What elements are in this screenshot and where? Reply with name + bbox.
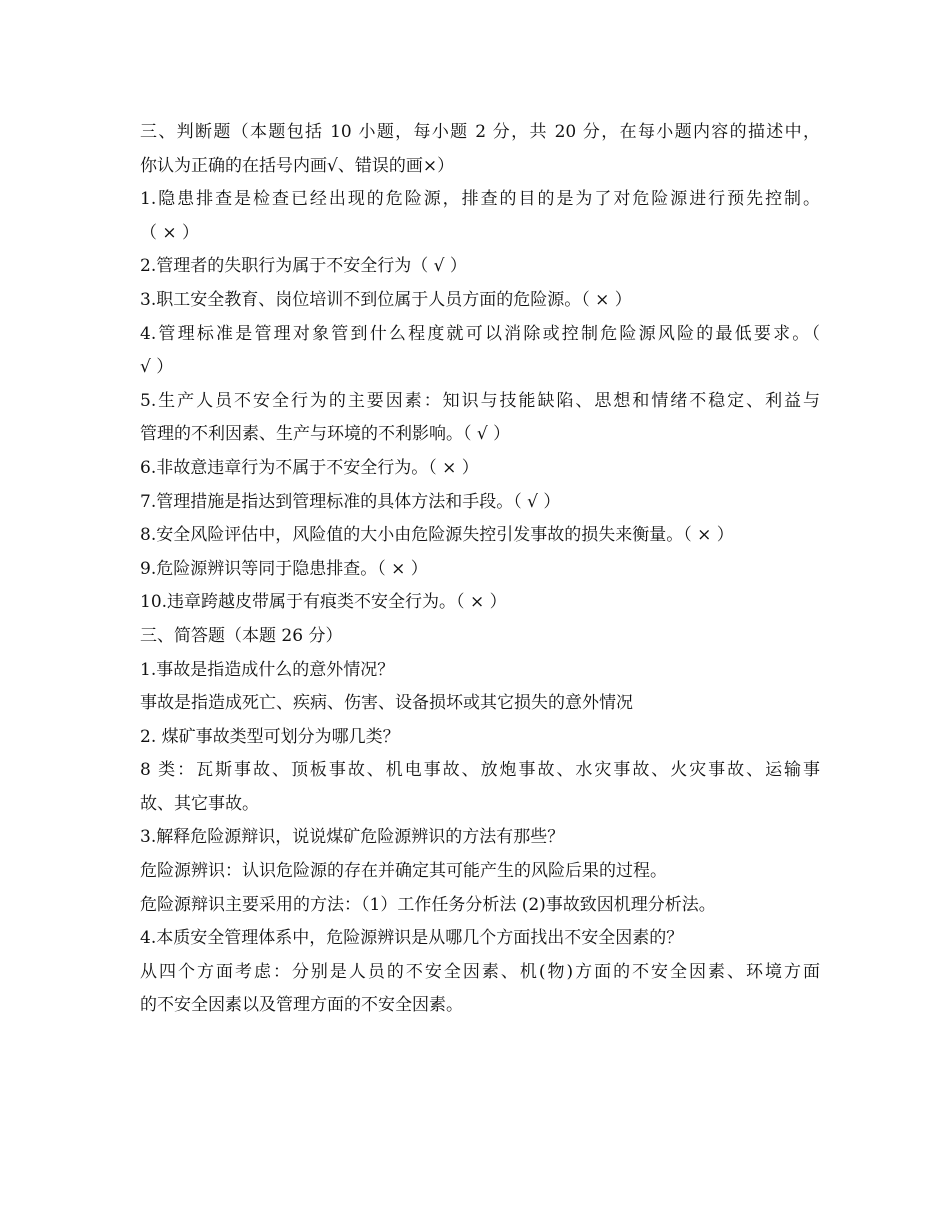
- question-4: 4.管理标准是管理对象管到什么程度就可以消除或控制危险源风险的最低要求。（: [140, 323, 820, 344]
- question-8: 8.安全风险评估中，风险值的大小由危险源失控引发事故的损失来衡量。（ × ）: [140, 525, 734, 546]
- short-answer-2: 8 类：瓦斯事故、顶板事故、机电事故、放炮事故、水灾事故、火灾事故、运输事: [140, 760, 820, 781]
- question-9: 9.危险源辨识等同于隐患排查。（ × ）: [140, 558, 428, 579]
- question-6: 6.非故意违章行为不属于不安全行为。（ × ）: [140, 457, 479, 478]
- short-answer-3-definition: 危险源辨识：认识危险源的存在并确定其可能产生的风险后果的过程。: [140, 861, 667, 882]
- section-heading-true-false: 三、判断题（本题包括 10 小题，每小题 2 分，共 20 分，在每小题内容的描述中，: [140, 122, 820, 142]
- question-5-continued: 管理的不利因素、生产与环境的不利影响。（ √ ）: [140, 424, 511, 445]
- question-1: 1.隐患排查是检查已经出现的危险源，排查的目的是为了对危险源进行预先控制。: [140, 189, 820, 210]
- short-answer-3-methods: 危险源辩识主要采用的方法：（1）工作任务分析法 (2)事故致因机理分析法。: [140, 894, 716, 915]
- short-answer-2-continued: 故、其它事故。: [140, 793, 259, 814]
- question-10: 10.违章跨越皮带属于有痕类不安全行为。（ × ）: [140, 592, 507, 613]
- question-7: 7.管理措施是指达到管理标准的具体方法和手段。（ √ ）: [140, 491, 561, 512]
- question-5: 5.生产人员不安全行为的主要因素：知识与技能缺陷、思想和情绪不稳定、利益与: [140, 390, 820, 411]
- short-answer-1: 事故是指造成死亡、疾病、伤害、设备损坏或其它损失的意外情况: [140, 693, 633, 714]
- section-heading-short-answer: 三、简答题（本题 26 分）: [140, 625, 343, 646]
- question-3: 3.职工安全教育、岗位培训不到位属于人员方面的危险源。（ × ）: [140, 289, 632, 310]
- document-body: [140, 116, 820, 1023]
- short-question-3: 3.解释危险源辩识，说说煤矿危险源辨识的方法有那些？: [140, 827, 565, 848]
- short-question-1: 1.事故是指造成什么的意外情况？: [140, 659, 395, 680]
- question-4-answer: √ ）: [140, 357, 174, 378]
- question-1-answer: （ × ）: [140, 222, 200, 243]
- short-answer-4-continued: 的不安全因素以及管理方面的不安全因素。: [140, 995, 463, 1016]
- short-answer-4: 从四个方面考虑：分别是人员的不安全因素、机(物)方面的不安全因素、环境方面: [140, 961, 820, 982]
- section-instructions: 你认为正确的在括号内画√、错误的画×）: [140, 155, 455, 176]
- question-2: 2.管理者的失职行为属于不安全行为（ √ ）: [140, 256, 467, 277]
- short-question-2: 2. 煤矿事故类型可划分为哪几类？: [140, 726, 400, 747]
- short-question-4: 4.本质安全管理体系中，危险源辨识是从哪几个方面找出不安全因素的？: [140, 928, 684, 949]
